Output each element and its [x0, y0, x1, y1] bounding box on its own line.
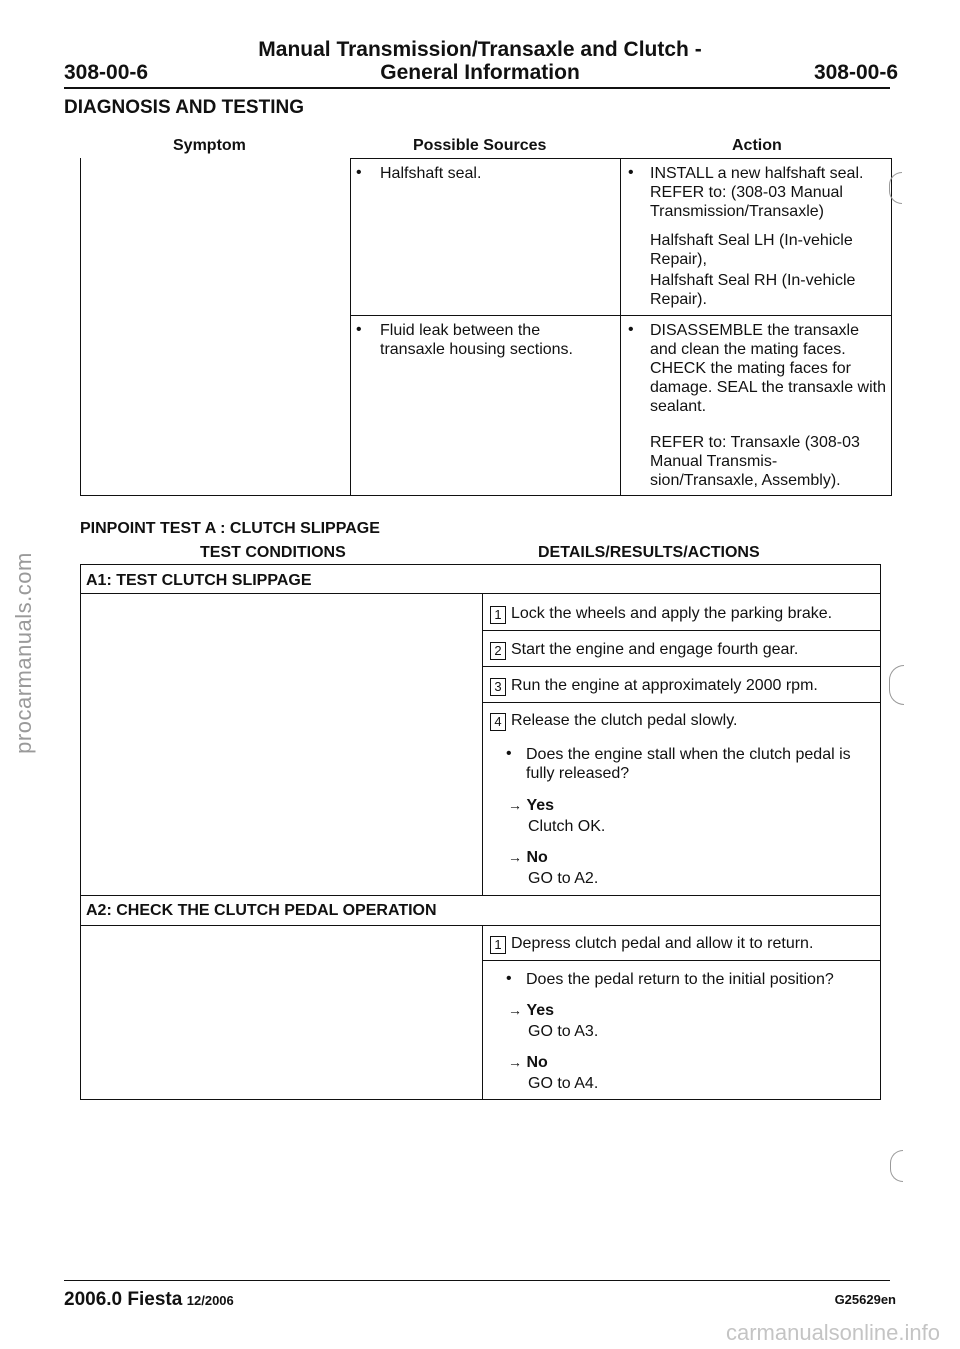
a1-no: → No — [508, 849, 548, 866]
step-1: 1 Lock the wheels and apply the parking brake. — [490, 604, 876, 624]
action-text: INSTALL a new halfshaft seal. REFER to: (308-03 Manual Transmission/Transaxle) — [650, 165, 864, 220]
section-title: DIAGNOSIS AND TESTING — [64, 97, 304, 118]
action-text: DISASSEMBLE the transaxle and clean the mating faces. CHECK the mating faces for damage. SEAL the transaxle with sealant. — [650, 322, 886, 415]
a2-no-action: GO to A4. — [528, 1075, 599, 1092]
header-title-line2: General Information — [380, 61, 580, 84]
step-3: 3 Run the engine at approximately 2000 rpm. — [490, 676, 876, 696]
header-title-line1: Manual Transmission/Transaxle and Clutch - — [258, 38, 702, 61]
col-possible-sources: Possible Sources — [413, 137, 547, 154]
footer-rule — [64, 1280, 890, 1281]
bottom-watermark: carmanualsonline.info — [725, 1320, 940, 1345]
a1-question: Does the engine stall when the clutch pedal is fully released? — [526, 746, 851, 782]
a2-yes-action: GO to A3. — [528, 1023, 599, 1040]
margin-mark — [889, 665, 904, 705]
pinpoint-title: PINPOINT TEST A : CLUTCH SLIPPAGE — [80, 520, 380, 537]
footer-code: G25629en — [834, 1292, 896, 1307]
a1-yes-action: Clutch OK. — [528, 818, 606, 835]
page-number-right: 308-00-6 — [813, 61, 898, 84]
footer-left: 2006.0 Fiesta 12/2006 — [64, 1289, 234, 1310]
table-row: Halfshaft seal. — [380, 165, 482, 182]
col-symptom: Symptom — [173, 137, 246, 154]
side-watermark: procarmanuals.com — [11, 552, 36, 754]
action-text: Halfshaft Seal RH (In-vehicle Repair). — [650, 272, 856, 308]
table-row: Fluid leak between the transaxle housing sections. — [380, 322, 573, 358]
action-text: REFER to: Transaxle (308-03 Manual Transmis- sion/Transaxle, Assembly). — [650, 434, 860, 489]
a1-no-action: GO to A2. — [528, 870, 599, 887]
step-2: 2 Start the engine and engage fourth gear. — [490, 640, 876, 660]
step-4: 4 Release the clutch pedal slowly. — [490, 711, 876, 731]
col-action: Action — [732, 137, 782, 154]
a2-title: A2: CHECK THE CLUTCH PEDAL OPERATION — [86, 902, 437, 919]
col-details-results-actions: DETAILS/RESULTS/ACTIONS — [538, 544, 760, 561]
a2-no: → No — [508, 1054, 548, 1071]
header-rule — [64, 87, 890, 89]
col-test-conditions: TEST CONDITIONS — [200, 544, 346, 561]
action-text: Halfshaft Seal LH (In-vehicle Repair), — [650, 232, 853, 268]
page-number-left: 308-00-6 — [64, 61, 149, 84]
margin-mark — [889, 172, 902, 204]
step-1: 1 Depress clutch pedal and allow it to return. — [490, 934, 876, 954]
margin-mark — [890, 1150, 903, 1182]
a2-yes: → Yes — [508, 1002, 555, 1019]
a1-yes: → Yes — [508, 797, 555, 814]
a1-title: A1: TEST CLUTCH SLIPPAGE — [86, 572, 312, 589]
a2-question: Does the pedal return to the initial position? — [526, 971, 834, 988]
